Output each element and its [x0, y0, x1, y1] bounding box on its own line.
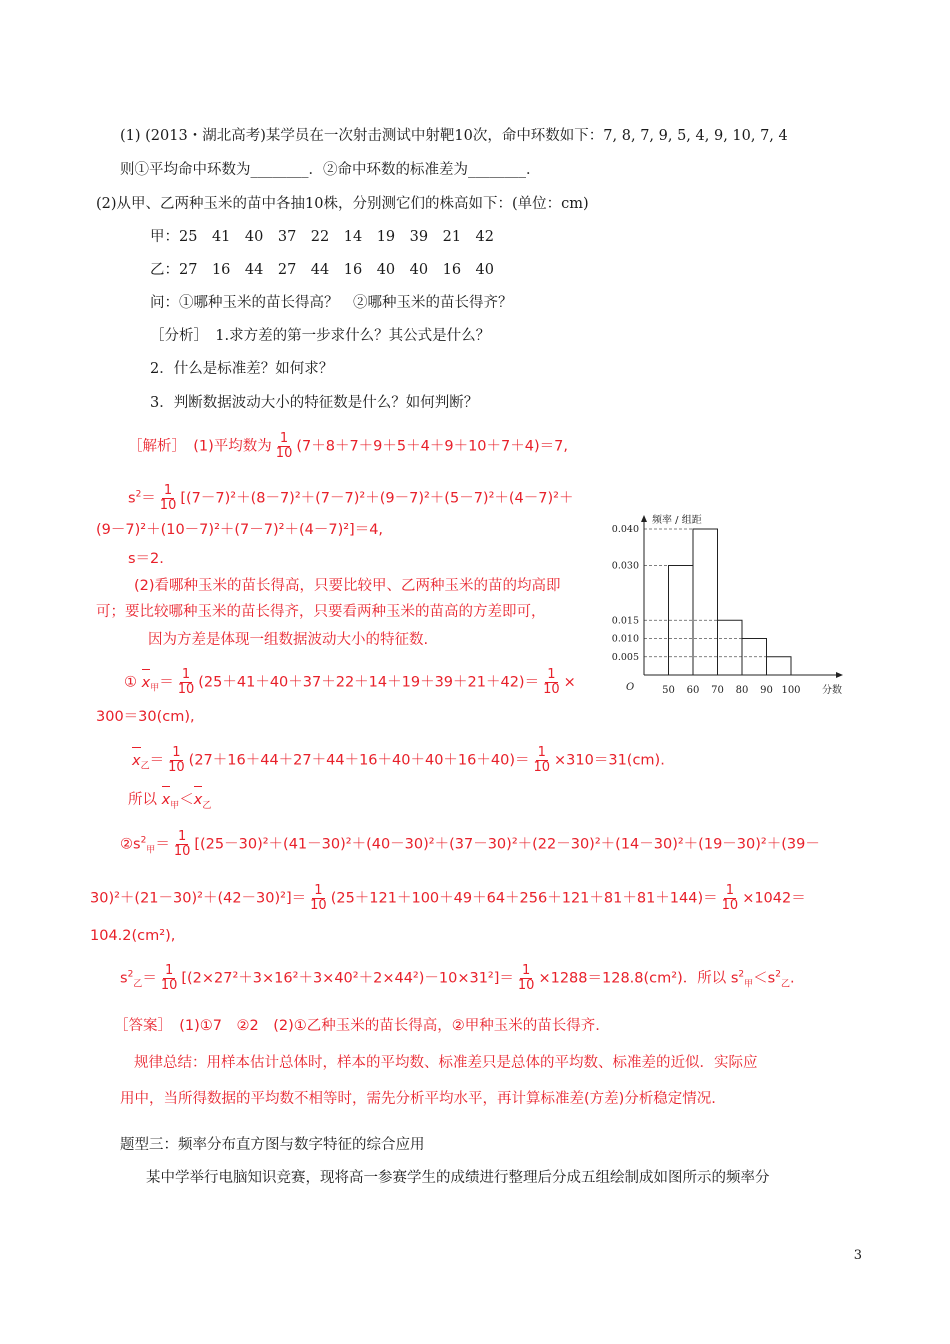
x-tick-label: 50	[662, 685, 675, 696]
y-tick-label: 0.030	[611, 560, 639, 572]
x-tick-label: 60	[686, 685, 700, 696]
solution-line-3: (9－7)²＋(10－7)²＋(7－7)²＋(4－7)²]＝4,	[96, 522, 384, 538]
y-axis-arrow	[641, 515, 647, 522]
y-tick-label: 0.005	[611, 651, 639, 663]
solution-line-6: 可；要比较哪种玉米的苗长得齐，只要看两种玉米的苗高的方差即可，	[96, 604, 546, 620]
type3-body: 某中学举行电脑知识竞赛，现将高一参赛学生的成绩进行整理后分成五组绘制成如图所示的频率分	[146, 1170, 770, 1186]
solution-line-9: 300＝30(cm),	[96, 709, 195, 725]
analysis-2: 2．什么是标准差？如何求？	[150, 361, 334, 377]
solution-line-14: 104.2(cm²),	[90, 928, 176, 944]
histogram-bars	[669, 529, 792, 675]
solution-line-2: $s^2=$ $\frac{1}{10}$ [(7－7)²＋(8－7)²＋(7－7)²＋(9－7)²＋(5－7)²＋(4－7)²＋	[128, 483, 574, 513]
solution-line-8: ① $x_甲=$ $\frac{1}{10}$ (25＋41＋40＋37＋22＋14＋19＋39＋21＋42)＝ $\frac{1}{10}$ ×	[124, 667, 576, 697]
histogram-bar	[767, 657, 792, 675]
x-tick-label: 70	[711, 685, 724, 696]
solution-line-15: $s^2_乙=$ $\frac{1}{10}$ [(2×27²＋3×16²＋3×40²＋2×44²)－10×31²]＝ $\frac{1}{10}$ ×1288＝128.8(cm²)．所以 $s^2_甲<s^2_乙$.	[120, 963, 795, 993]
problem-line-3: (2)从甲、乙两种玉米的苗中各抽10株，分别测它们的株高如下：(单位：cm)	[96, 196, 589, 212]
solution-line-13: 30)²＋(21－30)²＋(42－30)²]＝ $\frac{1}{10}$ (25＋121＋100＋49＋64＋256＋121＋81＋81＋144)＝ $\frac{1}{10}$ ×1042＝	[90, 883, 806, 913]
page-number: 3	[853, 1248, 862, 1263]
histogram-bar	[718, 620, 743, 675]
y-axis-label: 频率 / 组距	[652, 515, 702, 526]
y-tick-label: 0.040	[611, 524, 639, 535]
frequency-histogram	[604, 510, 854, 700]
y-tick-label: 0.015	[611, 615, 639, 627]
solution-line-1: ［解析］ (1)平均数为 $\frac{1}{10}$ (7＋8＋7＋9＋5＋4＋9＋10＋7＋4)＝7,	[128, 431, 568, 461]
solution-line-11: 所以 $x_甲<x_乙$	[128, 792, 212, 811]
data-jia: 甲：25 41 40 37 22 14 19 39 21 42	[150, 229, 495, 245]
y-tick-label: 0.010	[611, 633, 639, 645]
histogram-bar	[693, 529, 718, 675]
x-tick-label: 80	[735, 685, 749, 696]
solution-line-5: (2)看哪种玉米的苗长得高，只要比较甲、乙两种玉米的苗的均高即	[134, 578, 561, 594]
summary-line-1: 规律总结：用样本估计总体时，样本的平均数、标准差只是总体的平均数、标准差的近似．实际应	[134, 1055, 758, 1071]
solution-line-7: 因为方差是体现一组数据波动大小的特征数.	[148, 632, 429, 648]
histogram-guides	[644, 529, 767, 657]
x-axis-label: 分数	[822, 685, 842, 696]
type3-title: 题型三：频率分布直方图与数字特征的综合应用	[120, 1137, 425, 1153]
x-tick-label: 100	[781, 685, 801, 696]
solution-line-4: s＝2.	[128, 551, 164, 567]
analysis-1: ［分析］ 1.求方差的第一步求什么？其公式是什么？	[150, 328, 491, 344]
solution-line-10: $x_乙=$ $\frac{1}{10}$ (27＋16＋44＋27＋44＋16＋40＋40＋16＋40)＝ $\frac{1}{10}$ ×310＝31(cm).	[132, 745, 665, 775]
x-tick-label: 90	[760, 685, 773, 696]
answer: ［答案］ (1)①7 ②2 (2)①乙种玉米的苗长得高，②甲种玉米的苗长得齐.	[114, 1018, 600, 1034]
problem-line-2: 则①平均命中环数为________．②命中环数的标准差为________．	[120, 162, 541, 178]
problem-line-1: (1) (2013・湖北高考)某学员在一次射击测试中射靶10次，命中环数如下：7, 8, 7, 9, 5, 4, 9, 10, 7, 4	[120, 128, 788, 144]
summary-line-2: 用中，当所得数据的平均数不相等时，需先分析平均水平，再计算标准差(方差)分析稳定情况.	[120, 1091, 716, 1107]
data-yi: 乙：27 16 44 27 44 16 40 40 16 40	[150, 262, 495, 278]
x-axis-arrow	[836, 672, 843, 678]
histogram-tick-labels	[612, 524, 801, 696]
analysis-3: 3．判断数据波动大小的特征数是什么？如何判断？	[150, 395, 479, 411]
origin-label: O	[626, 682, 635, 693]
question: 问：①哪种玉米的苗长得高？ ②哪种玉米的苗长得齐？	[150, 295, 513, 311]
solution-line-12: $②s^2_甲=$ $\frac{1}{10}$ [(25－30)²＋(41－30)²＋(40－30)²＋(37－30)²＋(22－30)²＋(14－30)²＋(19－30)²＋(39－	[120, 829, 820, 859]
